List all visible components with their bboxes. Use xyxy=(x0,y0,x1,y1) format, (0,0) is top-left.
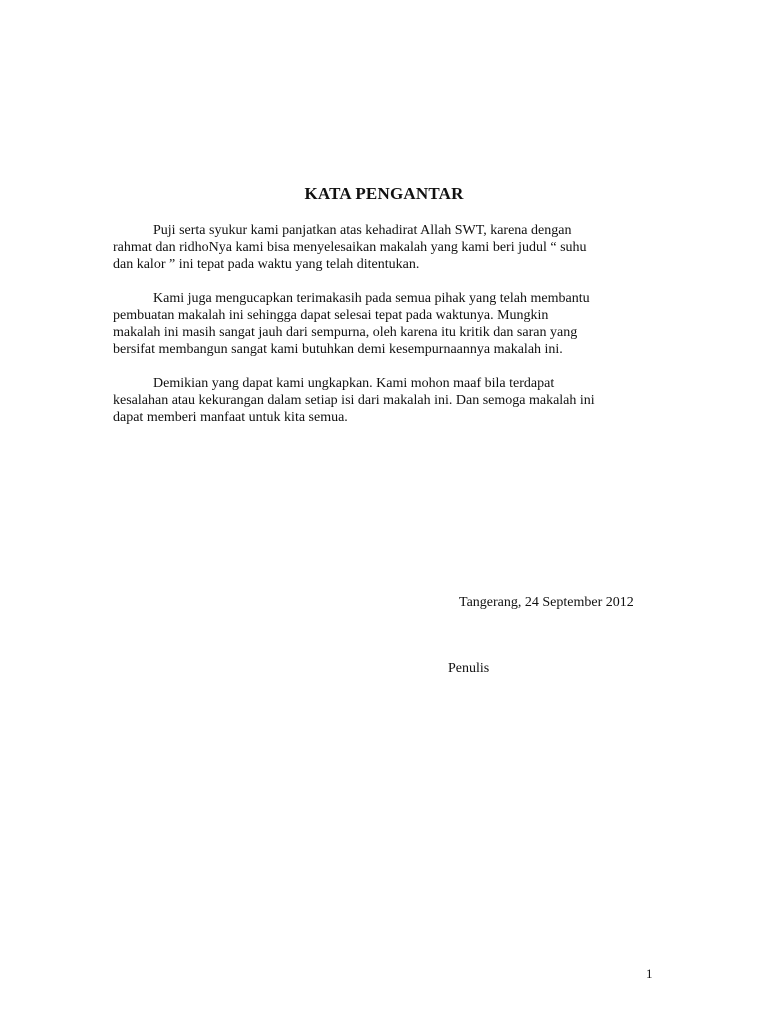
paragraph-line: Kami juga mengucapkan terimakasih pada semua pihak yang telah membantu xyxy=(153,291,590,306)
paragraph-line: Demikian yang dapat kami ungkapkan. Kami mohon maaf bila terdapat xyxy=(153,376,555,391)
paragraph-line: bersifat membangun sangat kami butuhkan demi kesempurnaannya makalah ini. xyxy=(113,342,563,357)
paragraph-line: pembuatan makalah ini sehingga dapat selesai tepat pada waktunya. Mungkin xyxy=(113,308,549,323)
author-signature: Penulis xyxy=(448,661,490,676)
paragraph-line: Puji serta syukur kami panjatkan atas kehadirat Allah SWT, karena dengan xyxy=(153,223,572,238)
page-title: KATA PENGANTAR xyxy=(304,184,464,203)
page-number: 1 xyxy=(646,966,653,981)
body-text xyxy=(113,222,658,443)
paragraph-line: makalah ini masih sangat jauh dari sempurna, oleh karena itu kritik dan saran yang xyxy=(113,325,578,340)
paragraph-3 xyxy=(113,375,658,426)
paragraph-line: kesalahan atau kekurangan dalam setiap isi dari makalah ini. Dan semoga makalah ini xyxy=(113,393,595,408)
paragraph-2 xyxy=(113,290,658,358)
paragraph-line: rahmat dan ridhoNya kami bisa menyelesaikan makalah yang kami beri judul “ suhu xyxy=(113,240,587,255)
place-date: Tangerang, 24 September 2012 xyxy=(459,595,634,610)
paragraph-1 xyxy=(113,222,658,273)
paragraph-line: dan kalor ” ini tepat pada waktu yang telah ditentukan. xyxy=(113,257,420,272)
paragraph-line: dapat memberi manfaat untuk kita semua. xyxy=(113,410,348,425)
